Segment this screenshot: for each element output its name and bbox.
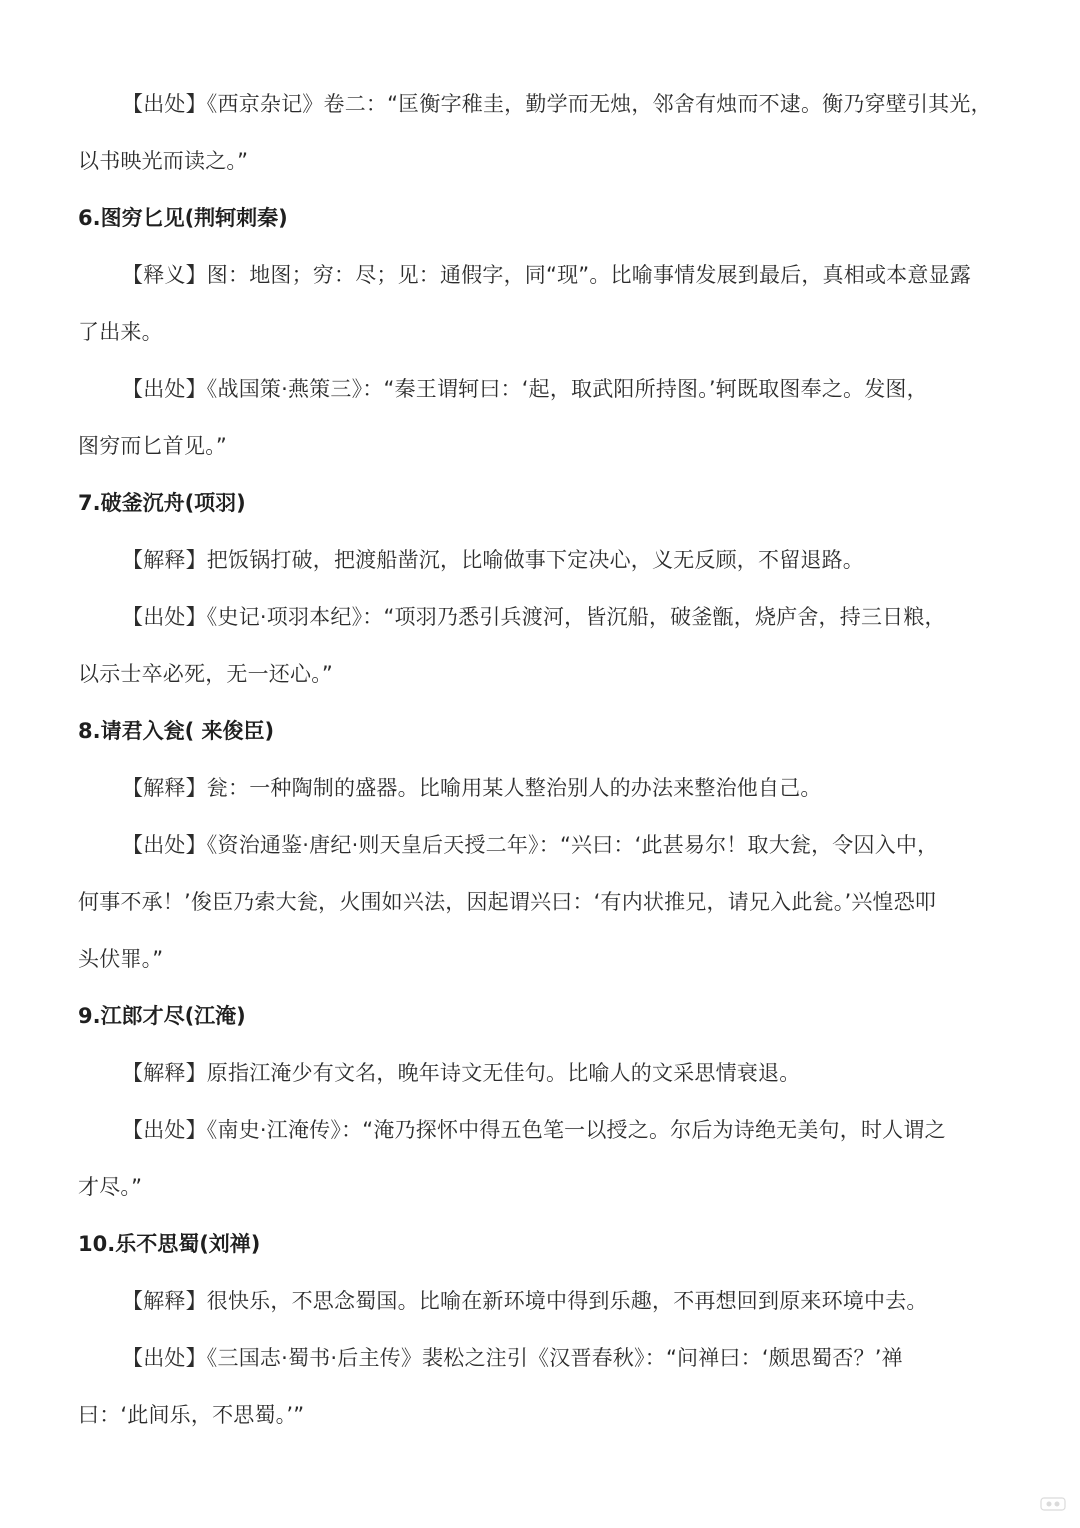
source-line: 以书映光而读之。” <box>78 149 249 173</box>
source-line: 【出处】《西京杂记》卷二：“匡衡字稚圭，勤学而无烛，邻舍有烛而不逮。衡乃穿壁引其光， <box>122 92 992 116</box>
source-line: 图穷而匕首见。” <box>78 434 227 458</box>
idiom-heading: 8.请君入瓮( 来俊臣) <box>78 719 275 743</box>
source-line: 【出处】《战国策·燕策三》：“秦王谓轲曰：‘起，取武阳所持图。’轲既取图奉之。发图， <box>122 377 928 401</box>
idiom-heading: 7.破釜沉舟(项羽) <box>78 491 246 515</box>
source-line: 才尽。” <box>78 1175 143 1199</box>
idiom-heading: 6.图穷匕见(荆轲刺秦) <box>78 206 288 230</box>
source-line: 何事不承！’俊臣乃索大瓮，火围如兴法，因起谓兴曰：‘有内状推兄，请兄入此瓮。’兴惶恐叩 <box>78 890 937 914</box>
source-line: 曰：‘此间乐，不思蜀。’” <box>78 1403 305 1427</box>
watermark-icon <box>1040 1496 1066 1512</box>
source-line: 【出处】《史记·项羽本纪》：“项羽乃悉引兵渡河，皆沉船，破釜甑，烧庐舍，持三日粮， <box>122 605 946 629</box>
source-line: 【出处】《资治通鉴·唐纪·则天皇后天授二年》：“兴曰：‘此甚易尔！取大瓮，令囚入中， <box>122 833 939 857</box>
definition-line: 【解释】很快乐，不思念蜀国。比喻在新环境中得到乐趣，不再想回到原来环境中去。 <box>122 1289 928 1313</box>
definition-line: 了出来。 <box>78 320 163 344</box>
idiom-heading: 10.乐不思蜀(刘禅) <box>78 1232 261 1256</box>
definition-line: 【释义】图：地图；穷：尽；见：通假字，同“现”。比喻事情发展到最后，真相或本意显露 <box>122 263 971 287</box>
definition-line: 【解释】原指江淹少有文名，晚年诗文无佳句。比喻人的文采思情衰退。 <box>122 1061 801 1085</box>
source-line: 头伏罪。” <box>78 947 164 971</box>
definition-line: 【解释】把饭锅打破，把渡船凿沉，比喻做事下定决心，义无反顾，不留退路。 <box>122 548 864 572</box>
source-line: 【出处】《三国志·蜀书·后主传》裴松之注引《汉晋春秋》：“问禅曰：‘颇思蜀否？’禅 <box>122 1346 903 1370</box>
definition-line: 【解释】瓮：一种陶制的盛器。比喻用某人整治别人的办法来整治他自己。 <box>122 776 822 800</box>
idiom-heading: 9.江郎才尽(江淹) <box>78 1004 246 1028</box>
source-line: 以示士卒必死，无一还心。” <box>78 662 333 686</box>
source-line: 【出处】《南史·江淹传》：“淹乃探怀中得五色笔一以授之。尔后为诗绝无美句，时人谓之 <box>122 1118 946 1142</box>
